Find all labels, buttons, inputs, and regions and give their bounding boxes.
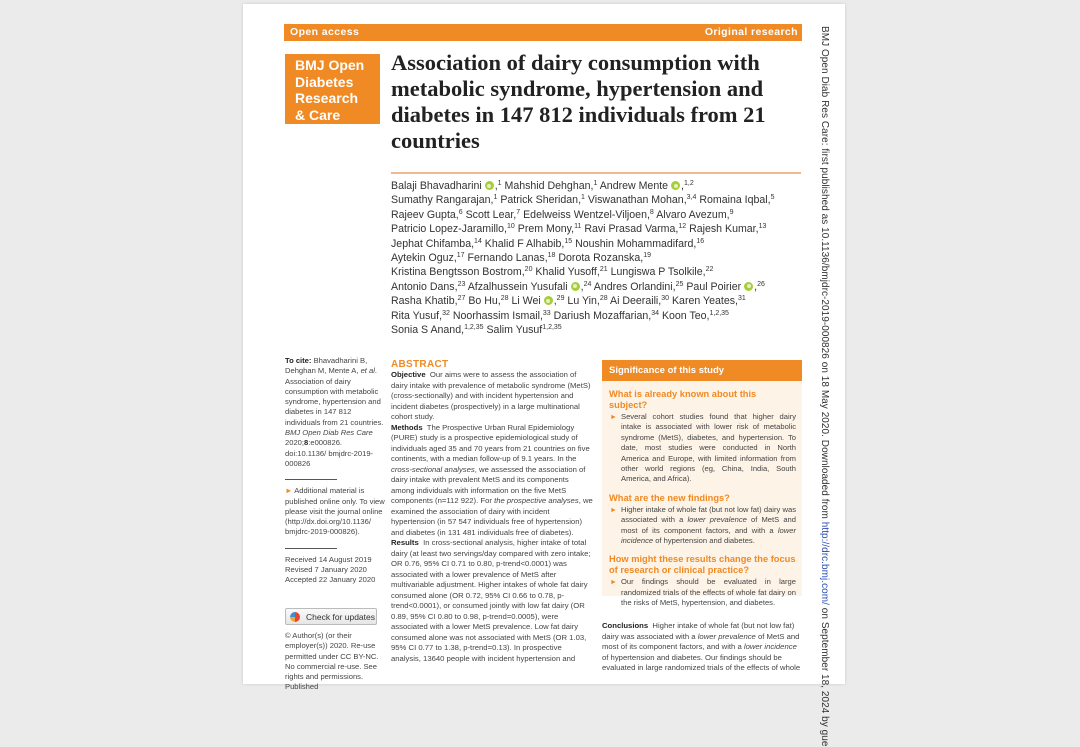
author-name[interactable]: Kristina Bengtsson Bostrom — [391, 266, 522, 279]
author-name[interactable]: Aytekin Oguz — [391, 252, 454, 265]
bullet-arrow-icon: ► — [610, 414, 617, 421]
author: Koon Teo,$^{1,2,35}$ — [661, 309, 729, 322]
orcid-icon[interactable] — [544, 296, 553, 305]
author: Rajeev Gupta,$^6$ — [391, 208, 463, 221]
affiliation-number: 21 — [599, 266, 608, 274]
article-page — [243, 4, 845, 747]
affiliation-number: 18 — [547, 252, 556, 260]
cite-volume: 8 — [304, 438, 309, 448]
author: Noushin Mohammadifard,$^{16}$ — [575, 237, 705, 250]
journal-logo-line: BMJ Open — [295, 57, 365, 73]
journal-logo-line: Research — [295, 90, 359, 106]
author: Li Wei ,$^{29}$ — [511, 295, 565, 308]
author-name[interactable]: Mahshid Dehghan — [504, 180, 591, 192]
author-name[interactable]: Karen Yeates — [671, 295, 736, 308]
journal-logo-line: & Care — [295, 106, 341, 123]
copyright-note: © Author(s) (or their employer(s)) 2020. Re-use permitted under CC BY-NC. No commercial re-use. See rights and permissions. Published — [285, 631, 379, 692]
author-name[interactable]: Bo Hu — [468, 295, 498, 308]
author: Balaji Bhavadharini ,$^1$ — [391, 180, 502, 192]
additional-material-note — [285, 486, 385, 537]
affiliation-number: 28 — [599, 295, 608, 303]
author: Dariush Mozaffarian,$^{34}$ — [553, 309, 659, 322]
author: Antonio Dans,$^{23}$ — [391, 280, 466, 293]
author-name[interactable]: Ravi Prasad Varma — [584, 223, 676, 236]
affiliation-number: 31 — [737, 295, 746, 303]
author: Sonia S Anand,$^{1,2,35}$ — [391, 324, 484, 337]
bullet-arrow-icon: ► — [610, 579, 617, 587]
answer-text: Our findings should be evaluated in large randomized trials of the effects of whole fat dairy on the risks of MetS, hypertension, and diabetes. — [621, 577, 796, 608]
conclusions-text: Higher intake of whole fat (but not low fat) dairy was associated with a — [602, 621, 795, 641]
revised-date: Revised 7 January 2020 — [285, 565, 367, 575]
author-name[interactable]: Prem Mony — [517, 223, 572, 236]
affiliation-number: 9 — [729, 208, 734, 216]
author-name[interactable]: Dorota Rozanska — [558, 252, 641, 265]
author-name[interactable]: Andrew Mente — [599, 180, 669, 192]
conclusions-emphasis: lower prevalence — [697, 631, 756, 641]
citation-block — [285, 356, 385, 469]
affiliation-number: 28 — [500, 295, 509, 303]
author-name[interactable]: Viswanathan Mohan — [587, 194, 684, 207]
author-line — [391, 280, 806, 294]
author-name[interactable]: Rajesh Kumar — [689, 223, 756, 236]
author: Andres Orlandini,$^{25}$ — [593, 280, 684, 293]
author-name[interactable]: Noushin Mohammadifard — [575, 237, 694, 250]
affiliation-number: 17 — [456, 252, 465, 260]
author-line — [391, 294, 806, 308]
significance-question: What is already known about this subject? — [609, 389, 757, 410]
affiliation-number: 19 — [643, 252, 651, 260]
article-title: Association of dairy consumption with metabolic syndrome, hypertension and diabetes in 147 812 individuals from 21 countries — [391, 50, 766, 153]
citation-sidebar — [285, 356, 385, 586]
cite-journal: BMJ Open Diab Res Care — [285, 428, 373, 438]
author: Andrew Mente ,$^{1,2}$ — [599, 180, 694, 192]
answer-text: of MetS and most of its component factors, and with a — [621, 515, 796, 535]
affiliation-number: 16 — [696, 237, 705, 245]
affiliation-number: 8 — [649, 208, 654, 216]
author-name[interactable]: Alvaro Avezum — [656, 208, 727, 221]
affiliation-number: 34 — [651, 309, 659, 317]
article-dates — [285, 555, 385, 586]
journal-link[interactable]: http://drc.bmj.com/ — [819, 521, 830, 605]
author-line — [391, 323, 806, 337]
methods-text: , we assessed the association of dairy intake with prevalent MetS and its components among individuals with information on the five MetS components (n=112 922). For — [391, 464, 586, 505]
author-name[interactable]: Lungiswa P Tsolkile — [610, 266, 703, 279]
affiliation-number: 13 — [758, 223, 767, 231]
affiliation-number: 1 — [581, 194, 585, 202]
author: Fernando Lanas,$^{18}$ — [467, 252, 556, 265]
title-divider — [391, 172, 801, 174]
affiliation-number: 32 — [442, 309, 450, 317]
additional-material-text[interactable]: Additional material is published online only. To view please visit the journal online (http://dx.doi.org/10.1136/ bmjdrc-2019-000826). — [285, 486, 385, 537]
cite-text: 2020; — [285, 438, 305, 448]
author-name[interactable]: Andres Orlandini — [593, 280, 673, 293]
abstract-conclusions — [602, 621, 804, 674]
download-watermark-text — [819, 26, 830, 747]
author-name[interactable]: Balaji Bhavadharini — [391, 180, 482, 192]
header-bar — [284, 24, 802, 41]
affiliation-number: 3,4 — [686, 194, 697, 202]
author: Mahshid Dehghan,$^1$ — [504, 180, 598, 192]
orcid-icon[interactable] — [671, 181, 680, 190]
author: Rita Yusuf,$^{32}$ — [391, 309, 450, 322]
author: Paul Poirier ,$^{26}$ — [686, 280, 765, 293]
answer-text: Higher intake of whole fat (but not low fat) dairy was associated with a — [621, 504, 796, 525]
author-name[interactable]: Salim Yusuf — [486, 324, 543, 337]
author: Khalid Yusoff,$^{21}$ — [535, 266, 608, 279]
affiliation-number: 1 — [497, 180, 502, 187]
author-name[interactable]: Jephat Chifamba — [391, 237, 472, 250]
author-line — [391, 193, 806, 207]
affiliation-number: 1,2,35 — [542, 324, 562, 332]
author: Patrick Sheridan,$^1$ — [500, 194, 585, 207]
author: Karen Yeates,$^{31}$ — [671, 295, 746, 308]
affiliation-number: 1,2,35 — [464, 324, 484, 332]
author-name[interactable]: Paul Poirier — [686, 280, 742, 293]
orcid-icon[interactable] — [744, 282, 753, 291]
received-date: Received 14 August 2019 — [285, 554, 372, 564]
author: Prem Mony,$^{11}$ — [517, 223, 582, 236]
author: Kristina Bengtsson Bostrom,$^{20}$ — [391, 266, 533, 279]
abstract-objective — [391, 370, 593, 423]
cite-doi: :e000826. doi:10.1136/ bmjdrc-2019-000826 — [285, 438, 374, 468]
author: Patricio Lopez-Jaramillo,$^{10}$ — [391, 223, 515, 236]
significance-box — [602, 360, 802, 608]
affiliation-number: 10 — [507, 223, 515, 231]
author-name[interactable]: Li Wei — [511, 295, 541, 308]
significance-heading: Significance of this study — [602, 360, 802, 381]
conclusions-emphasis: lower incidence — [743, 642, 797, 651]
author: Aytekin Oguz,$^{17}$ — [391, 252, 465, 265]
author-name[interactable]: Patricio Lopez-Jaramillo — [391, 223, 505, 236]
author: Viswanathan Mohan,$^{3,4}$ — [587, 194, 697, 207]
results-label: Results — [391, 538, 419, 547]
author-name[interactable]: Dariush Mozaffarian — [553, 309, 649, 322]
author-line — [391, 208, 806, 222]
significance-answer — [602, 505, 802, 547]
significance-answer — [602, 412, 802, 485]
objective-label: Objective — [391, 370, 426, 379]
abstract — [391, 359, 593, 664]
conclusions-label: Conclusions — [602, 621, 649, 630]
orcid-icon[interactable] — [485, 181, 494, 190]
journal-logo — [285, 54, 380, 124]
cite-label: To cite: — [285, 356, 312, 365]
orcid-icon[interactable] — [571, 282, 580, 291]
methods-text: , we examined the association of dairy with incident hypertension (in 57 547 individuals free of hypertension) and diabetes (in 131 481 individuals free of diabetes). — [391, 496, 593, 537]
author: Khalid F Alhabib,$^{15}$ — [484, 237, 573, 250]
author-name[interactable]: Ai Deeraili — [610, 295, 659, 308]
author-name[interactable]: Antonio Dans — [391, 280, 455, 293]
affiliation-number: 25 — [675, 280, 684, 288]
significance-question: What are the new findings? — [609, 492, 730, 503]
methods-label: Methods — [391, 422, 423, 432]
author: Ravi Prasad Varma,$^{12}$ — [584, 223, 687, 236]
author: Lungiswa P Tsolkile,$^{22}$ — [610, 266, 714, 279]
author-name[interactable]: Koon Teo — [661, 309, 707, 322]
author: Alvaro Avezum,$^9$ — [656, 208, 734, 221]
accepted-date: Accepted 22 January 2020 — [285, 575, 376, 585]
affiliation-number: 22 — [705, 266, 714, 274]
methods-emphasis: the prospective analyses — [494, 496, 579, 505]
affiliation-number: 1 — [593, 180, 598, 187]
author-name[interactable]: Rajeev Gupta — [391, 208, 456, 221]
author: Jephat Chifamba,$^{14}$ — [391, 237, 482, 250]
answer-emphasis: lower incidence — [621, 525, 796, 546]
author-name[interactable]: Fernando Lanas — [467, 252, 545, 265]
watermark-text: on September 18, 2024 by gue — [819, 604, 830, 747]
author-line — [391, 265, 806, 279]
open-access-label: Open access — [290, 26, 360, 38]
affiliation-number: 7 — [516, 208, 521, 216]
watermark-text: BMJ Open Diab Res Care: first published as 10.1136/bmjdrc-2019-000826 on 18 May 2020. Downloaded from — [819, 26, 830, 522]
affiliation-number: 33 — [542, 309, 551, 317]
affiliation-number: 15 — [564, 237, 573, 245]
affiliation-number: 12 — [678, 223, 687, 231]
author-line — [391, 309, 806, 323]
methods-text: The Prospective Urban Rural Epidemiology (PURE) study is a prospective epidemiological study of individuals aged 35 and 70 years from 21 countries on five continents, with a median follow-up of 9.1 years. In the — [391, 422, 590, 463]
arrow-icon: ► — [285, 486, 293, 496]
answer-text: Several cohort studies found that higher dairy intake is associated with lower risk of metabolic syndrome (MetS), diabetes, and hypertension. To date, most studies were conducted in North America and Europe, with limited information from other world regions (eg, China, India, South America, and Africa). — [621, 412, 796, 484]
author-name[interactable]: Noorhassim Ismail — [452, 309, 540, 322]
cite-text: . Association of dairy consumption with metabolic syndrome, hypertension and diabetes in 147 812 individuals from 21 countries. — [285, 366, 384, 427]
author: Bo Hu,$^{28}$ — [468, 295, 509, 308]
author-line — [391, 179, 806, 193]
significance-answer — [602, 577, 802, 608]
author-name[interactable]: Khalid Yusoff — [535, 266, 597, 279]
affiliation-number: 20 — [524, 266, 533, 274]
conclusions-text: of hypertension and diabetes. Our findings should be evaluated in large randomized trials of the effects of whole — [602, 652, 801, 672]
author-name[interactable]: Rasha Khatib — [391, 295, 455, 308]
author: Afzalhussein Yusufali ,$^{24}$ — [467, 280, 592, 293]
cite-etal: et al — [360, 366, 375, 376]
author-name[interactable]: Patrick Sheridan — [500, 194, 579, 207]
results-text: In cross-sectional analysis, higher intake of total dairy (at least two servings/day compared with zero intake; OR 0.76, 95% CI 0.71 to 0.80, p-trend<0.0001) was associated with a lower prevalence of MetS after multivariable adjustment. Higher intakes of whole fat dairy consumed alone (OR 0.72, 95% CI 0.66 to 0.78, p-trend<0.0001), or consumed jointly with low fat dairy (OR 0.89, 95% CI 0.80 to 0.98, p-trend=0.0005), were associated with a lower MetS prevalence. Low fat dairy consumed alone was not associated with MetS (OR 1.03, 95% CI 0.77 to 1.38, p-trend=0.13). In prospective analysis, 13640 people with incident hypertension and — [391, 538, 591, 663]
affiliation-number: 23 — [457, 280, 466, 288]
author: Lu Yin,$^{28}$ — [567, 295, 608, 308]
author-name[interactable]: Rita Yusuf — [391, 309, 440, 322]
author: Scott Lear,$^7$ — [465, 208, 521, 221]
sidebar-divider — [285, 479, 337, 480]
author: Romaina Iqbal,$^5$ — [699, 194, 775, 207]
author: Sumathy Rangarajan,$^1$ — [391, 194, 498, 207]
affiliation-number: 1 — [493, 194, 498, 202]
abstract-heading: ABSTRACT — [391, 359, 449, 370]
author: Rasha Khatib,$^{27}$ — [391, 295, 466, 308]
author-line — [391, 251, 806, 265]
sidebar-divider — [285, 548, 337, 549]
affiliation-number: 27 — [457, 295, 466, 303]
affiliation-number: 1,2,35 — [709, 309, 729, 317]
affiliation-number: 30 — [661, 295, 670, 303]
author-name[interactable]: Romaina Iqbal — [699, 194, 768, 207]
author-line — [391, 222, 806, 236]
affiliation-number: 14 — [474, 237, 482, 245]
author — [486, 324, 561, 336]
author-name[interactable]: Lu Yin — [567, 295, 597, 308]
author-name[interactable]: Sumathy Rangarajan — [391, 194, 491, 207]
download-watermark — [816, 26, 832, 747]
article-type-label: Original research — [704, 26, 798, 38]
author: Edelweiss Wentzel-Viljoen,$^8$ — [523, 208, 654, 221]
journal-logo-line: Diabetes — [295, 73, 354, 90]
author-list — [391, 179, 806, 337]
author: Rajesh Kumar,$^{13}$ — [689, 223, 767, 236]
author: Ai Deeraili,$^{30}$ — [610, 295, 670, 308]
author: Dorota Rozanska,$^{19}$ — [558, 252, 651, 265]
abstract-methods — [391, 423, 593, 539]
author-name[interactable]: Edelweiss Wentzel-Viljoen — [523, 208, 647, 221]
methods-emphasis: cross-sectional analyses — [391, 464, 475, 474]
author-line — [391, 237, 806, 251]
affiliation-number: 1,2 — [684, 180, 694, 187]
significance-question: How might these results change the focus of research or clinical practice? — [609, 554, 796, 576]
affiliation-number: 11 — [574, 223, 582, 231]
affiliation-number: 6 — [458, 208, 463, 216]
check-for-updates-button[interactable] — [285, 608, 377, 625]
cite-text: Bhavadharini B, Dehghan M, Mente A, — [285, 356, 368, 376]
affiliation-number: 29 — [556, 295, 565, 303]
affiliation-number: 5 — [770, 194, 775, 202]
objective-text: Our aims were to assess the association of dairy intake with prevalence of metabolic syndrome (MetS) (cross-sectionally) and with incident hypertension and incident diabetes (prospectively) in a large multinational cohort study. — [391, 370, 591, 421]
affiliation-number: 24 — [583, 280, 592, 288]
bullet-arrow-icon: ► — [610, 506, 617, 514]
author: Noorhassim Ismail,$^{33}$ — [452, 309, 551, 322]
answer-emphasis: lower prevalence — [687, 515, 747, 525]
author-name[interactable]: Afzalhussein Yusufali — [467, 280, 568, 293]
crossmark-icon — [290, 612, 300, 622]
author-name[interactable]: Sonia S Anand — [391, 324, 462, 337]
conclusions-text: of MetS and most of its component factors, and with a — [602, 631, 800, 651]
abstract-results — [391, 538, 593, 664]
author-name[interactable]: Scott Lear — [465, 208, 514, 221]
check-for-updates-label: Check for updates — [306, 612, 375, 622]
author-name[interactable]: Khalid F Alhabib — [484, 237, 562, 250]
affiliation-number: 26 — [757, 280, 765, 288]
answer-text: of hypertension and diabetes. — [653, 536, 755, 546]
